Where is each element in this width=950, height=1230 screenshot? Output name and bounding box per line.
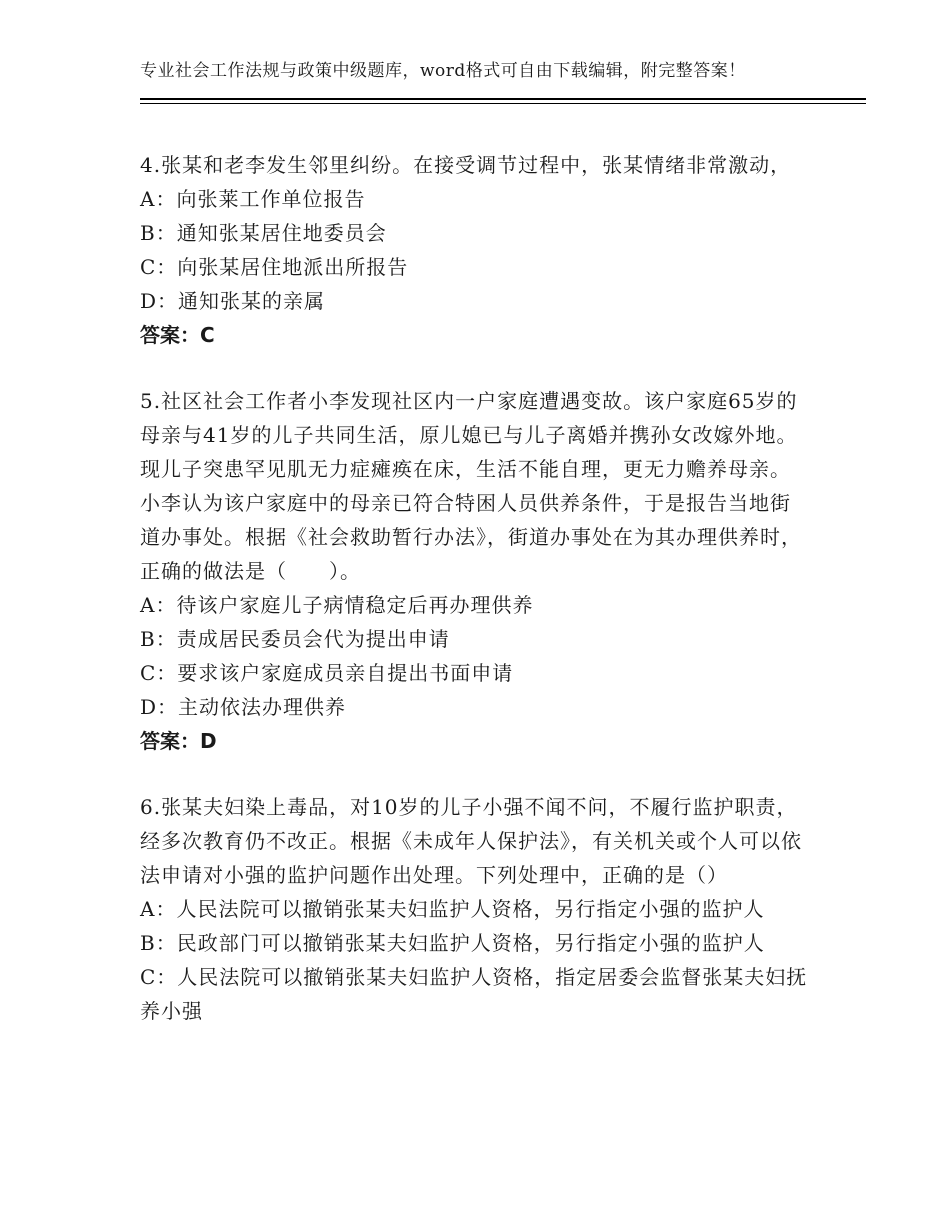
question-stem: 6.张某夫妇染上毒品，对10岁的儿子小强不闻不问，不履行监护职责，经多次教育仍不改正。根据《未成年人保护法》，有关机关或个人可以依法申请对小强的监护问题作出处理。下列处理中，正确的是（） — [140, 795, 802, 887]
option-a: A：人民法院可以撤销张某夫妇监护人资格，另行指定小强的监护人 — [140, 897, 765, 921]
answer: 答案：D — [140, 729, 217, 753]
option-b: B：通知张某居住地委员会 — [140, 221, 387, 245]
option-c: C：要求该户家庭成员亲自提出书面申请 — [140, 661, 514, 685]
option-d: D：通知张某的亲属 — [140, 289, 326, 313]
option-b: B：民政部门可以撤销张某夫妇监护人资格，另行指定小强的监护人 — [140, 931, 765, 955]
question-stem: 4.张某和老李发生邻里纠纷。在接受调节过程中，张某情绪非常激动， — [140, 153, 792, 177]
header-rule-thick — [140, 98, 866, 100]
option-a: A：向张莱工作单位报告 — [140, 187, 366, 211]
question-stem: 5.社区社会工作者小李发现社区内一户家庭遭遇变故。该户家庭65岁的母亲与41岁的儿子共同生活，原儿媳已与儿子离婚并携孙女改嫁外地。现儿子突患罕见肌无力症瘫痪在床，生活不能自理，更无力赡养母亲。小李认为该户家庭中的母亲已符合特困人员供养条件，于是报告当地街道办事处。根据《社会救助暂行办法》，街道办事处在为其办理供养时，正确的做法是（ ）。 — [140, 389, 802, 583]
question-5 — [140, 384, 810, 758]
option-d: D：主动依法办理供养 — [140, 695, 347, 719]
header-rule-thin — [140, 103, 866, 104]
option-c: C：向张某居住地派出所报告 — [140, 255, 409, 279]
page-header: 专业社会工作法规与政策中级题库，word格式可自由下载编辑，附完整答案！ — [140, 61, 746, 81]
question-list — [140, 148, 810, 1060]
option-c: C：人民法院可以撤销张某夫妇监护人资格，指定居委会监督张某夫妇抚养小强 — [140, 965, 808, 1023]
question-4 — [140, 148, 810, 352]
option-b: B：责成居民委员会代为提出申请 — [140, 627, 450, 651]
option-a: A：待该户家庭儿子病情稳定后再办理供养 — [140, 593, 534, 617]
answer: 答案：C — [140, 323, 215, 347]
question-6 — [140, 790, 810, 1028]
